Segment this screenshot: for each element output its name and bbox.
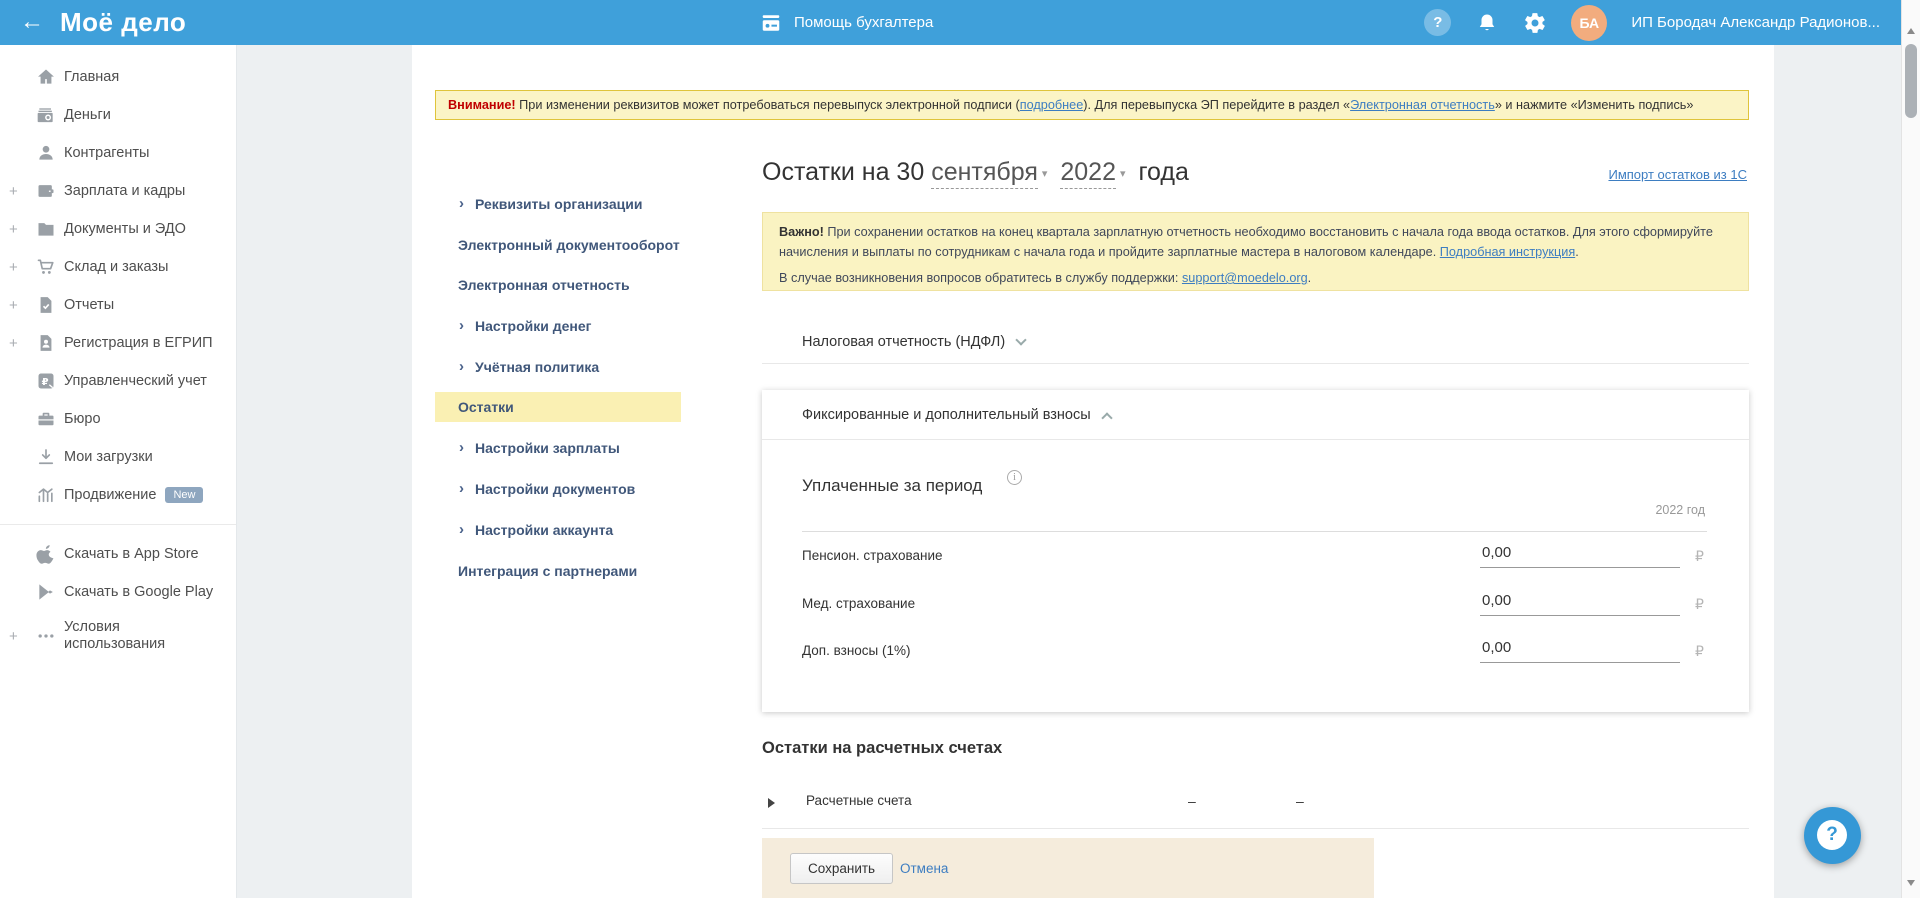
import-1c-link[interactable]: Импорт остатков из 1С: [1608, 167, 1747, 182]
sidebar-label: Главная: [64, 68, 120, 85]
expand-plus-icon[interactable]: +: [9, 296, 18, 314]
sidebar-item-bureau[interactable]: [0, 400, 236, 438]
sidebar-label: Склад и заказы: [64, 258, 169, 275]
title-suffix: года: [1138, 158, 1189, 186]
ruble-sign: ₽: [1695, 596, 1704, 612]
question-mark-icon: ?: [1817, 820, 1847, 850]
medical-insurance-input[interactable]: [1480, 588, 1680, 616]
chevron-right-icon: ›: [459, 439, 464, 456]
contributions-card: [762, 390, 1749, 712]
notice-text: В случае возникновения вопросов обратитесь в службу поддержки:: [779, 271, 1182, 285]
save-bar: [762, 838, 1374, 898]
ruble-square-icon: [36, 371, 56, 391]
expand-plus-icon[interactable]: +: [9, 258, 18, 276]
accounts-row-label[interactable]: Расчетные счета: [806, 793, 912, 808]
nav-label: Остатки: [458, 399, 514, 415]
year-select[interactable]: 2022: [1060, 158, 1116, 189]
contributions-title: Фиксированные и дополнительный взносы: [802, 407, 1091, 423]
nav-label: Настройки денег: [475, 318, 592, 334]
new-badge: New: [165, 487, 203, 503]
sidebar-item-counterparties[interactable]: [0, 134, 236, 172]
sidebar-item-promotion[interactable]: [0, 476, 236, 514]
sidebar-item-downloads[interactable]: [0, 438, 236, 476]
expand-plus-icon[interactable]: +: [9, 182, 18, 200]
sidebar-label: Зарплата и кадры: [64, 182, 186, 199]
nav-label: Настройки зарплаты: [475, 440, 620, 456]
chevron-right-icon: ›: [459, 195, 464, 212]
chevron-right-icon: ›: [459, 480, 464, 497]
settings-nav-doc-settings[interactable]: [435, 474, 681, 504]
nav-label: Интеграция с партнерами: [458, 563, 638, 579]
apple-icon: [36, 544, 56, 564]
settings-nav-requisites[interactable]: [435, 189, 681, 219]
alert-more-link[interactable]: подробнее: [1019, 98, 1084, 112]
svg-text:₽: ₽: [41, 376, 49, 388]
instruction-link[interactable]: Подробная инструкция: [1439, 245, 1576, 259]
report-icon: [36, 295, 56, 315]
paid-period-label: Уплаченные за период: [802, 476, 983, 495]
alert-bold: Внимание!: [448, 98, 516, 112]
sidebar-label: Бюро: [64, 410, 101, 427]
accounts-row: [762, 789, 1749, 819]
sidebar-label: Контрагенты: [64, 144, 150, 161]
bell-icon[interactable]: [1475, 11, 1499, 35]
sidebar-item-googleplay[interactable]: [0, 573, 236, 611]
sidebar-label: Мои загрузки: [64, 448, 153, 465]
divider: [802, 531, 1707, 532]
year-column-label: 2022 год: [1655, 503, 1705, 517]
person-icon: [36, 143, 56, 163]
app-logo[interactable]: Моё дело: [60, 7, 187, 37]
briefcase-icon: [36, 409, 56, 429]
row-label: Доп. взносы (1%): [802, 643, 911, 658]
header-actions: [1424, 0, 1880, 45]
sidebar-label: Документы и ЭДО: [64, 220, 186, 237]
floating-help-button[interactable]: [1804, 807, 1861, 864]
google-play-icon: [36, 582, 56, 602]
download-icon: [36, 447, 56, 467]
expand-plus-icon[interactable]: +: [9, 334, 18, 352]
accounts-section-title: Остатки на расчетных счетах: [762, 739, 1003, 757]
main-sidebar: [0, 45, 237, 898]
gear-icon[interactable]: [1523, 11, 1547, 35]
settings-nav-account-settings[interactable]: [435, 515, 681, 545]
chevron-down-icon[interactable]: ▾: [1041, 168, 1048, 180]
help-icon[interactable]: ?: [1424, 9, 1451, 36]
wallet-icon: [36, 181, 56, 201]
notice-text: .: [1575, 245, 1579, 259]
notice-text: При сохранении остатков на конец квартала зарплатную отчетность необходимо восстановить с начала года ввода остатков. Для этого сформируйте начисления и выплаты по сотрудникам с начала года и пройдите зарплатные мастера в налоговом календаре.: [779, 225, 1713, 259]
registration-doc-icon: [36, 333, 56, 353]
nav-label: Реквизиты организации: [475, 196, 643, 212]
sidebar-item-management[interactable]: [0, 362, 236, 400]
settings-nav-money[interactable]: [435, 311, 681, 341]
sidebar-item-egrip[interactable]: [0, 324, 236, 362]
alert-ereporting-link[interactable]: Электронная отчетность: [1350, 98, 1495, 112]
dots-icon: [36, 626, 56, 646]
sidebar-divider: [0, 524, 236, 525]
row-label: Пенсион. страхование: [802, 548, 943, 563]
expand-plus-icon[interactable]: +: [9, 627, 18, 645]
sidebar-item-warehouse[interactable]: [0, 248, 236, 286]
ruble-sign: ₽: [1695, 643, 1704, 659]
chevron-right-icon: ›: [459, 521, 464, 538]
scroll-down-arrow-icon[interactable]: [1907, 880, 1915, 886]
notice-text: .: [1307, 271, 1312, 285]
triangle-expand-icon[interactable]: [768, 798, 775, 808]
nav-label: Настройки документов: [475, 481, 636, 497]
additional-contributions-input[interactable]: [1480, 635, 1680, 663]
user-name[interactable]: ИП Бородач Александр Радионов...: [1631, 14, 1880, 31]
back-arrow-icon[interactable]: ←: [20, 8, 44, 35]
nav-label: Электронная отчетность: [458, 277, 630, 293]
chevron-right-icon: ›: [459, 358, 464, 375]
sidebar-item-terms[interactable]: [0, 611, 236, 661]
home-icon: [36, 67, 56, 87]
chevron-down-icon[interactable]: ▾: [1119, 168, 1126, 180]
money-icon: [36, 105, 56, 125]
settings-nav-policy[interactable]: [435, 352, 681, 382]
accounts-value-1: –: [1188, 793, 1196, 809]
save-button[interactable]: Сохранить: [790, 853, 893, 884]
page-title: [762, 158, 1189, 187]
cart-icon: [36, 257, 56, 277]
settings-nav-ereporting[interactable]: [435, 270, 681, 300]
contribution-row: [762, 538, 1749, 580]
sidebar-label: Регистрация в ЕГРИП: [64, 334, 213, 351]
user-avatar[interactable]: БА: [1571, 5, 1607, 41]
cash-register-icon: [760, 12, 782, 34]
sidebar-label: Управленческий учет: [64, 372, 207, 389]
sidebar-item-home[interactable]: [0, 58, 236, 96]
alert-text: » и нажмите «Изменить подпись»: [1494, 98, 1694, 112]
nav-label: Настройки аккаунта: [475, 522, 614, 538]
sidebar-label: Скачать в App Store: [64, 545, 199, 562]
title-prefix: Остатки на 30: [762, 158, 925, 186]
nav-label: Учётная политика: [475, 359, 600, 375]
notice-bold: Важно!: [779, 225, 824, 239]
nav-label: Электронный документооборот: [458, 237, 680, 253]
chevron-up-icon: [1101, 412, 1112, 423]
sidebar-label: Условия использования: [64, 619, 166, 652]
sidebar-label: Продвижение: [64, 486, 157, 503]
info-icon[interactable]: i: [1007, 470, 1022, 485]
settings-nav-edo[interactable]: [435, 230, 681, 260]
accounts-value-2: –: [1296, 793, 1304, 809]
scroll-up-arrow-icon[interactable]: [1907, 28, 1915, 34]
settings-nav-salary-settings[interactable]: [435, 433, 681, 463]
support-email-link[interactable]: support@moedelo.org: [1181, 271, 1308, 285]
sidebar-item-appstore[interactable]: [0, 535, 236, 573]
top-header: [0, 0, 1920, 45]
contributions-toggle[interactable]: [762, 390, 1749, 440]
alert-banner: [435, 90, 1749, 120]
sidebar-item-money[interactable]: [0, 96, 236, 134]
chevron-down-icon: [1015, 334, 1026, 345]
alert-text: ). Для перевыпуска ЭП перейдите в раздел «: [1083, 98, 1351, 112]
pension-insurance-input[interactable]: [1480, 540, 1680, 568]
sidebar-item-reports[interactable]: [0, 286, 236, 324]
chevron-right-icon: ›: [459, 317, 464, 334]
contribution-row: [762, 586, 1749, 628]
settings-nav-balances[interactable]: [435, 392, 681, 422]
accountant-help-link[interactable]: [760, 0, 933, 45]
ruble-sign: ₽: [1695, 548, 1704, 564]
ndfl-section-toggle[interactable]: [762, 320, 1749, 364]
accountant-help-label: Помощь бухгалтера: [794, 14, 934, 31]
folder-icon: [36, 219, 56, 239]
row-label: Мед. страхование: [802, 596, 916, 611]
month-select[interactable]: сентября: [931, 158, 1038, 189]
chart-icon: [36, 485, 56, 505]
page-scrollbar[interactable]: [1901, 0, 1920, 898]
scrollbar-thumb[interactable]: [1905, 44, 1917, 118]
expand-plus-icon[interactable]: +: [9, 220, 18, 238]
important-notice: [762, 212, 1749, 291]
settings-nav-partners[interactable]: [435, 556, 681, 586]
contribution-row: [762, 633, 1749, 675]
cancel-link[interactable]: Отмена: [900, 861, 949, 876]
ndfl-section-title: Налоговая отчетность (НДФЛ): [802, 334, 1006, 350]
divider: [762, 828, 1749, 829]
sidebar-label: Отчеты: [64, 296, 115, 313]
sidebar-label: Скачать в Google Play: [64, 583, 214, 600]
sidebar-item-salary[interactable]: [0, 172, 236, 210]
sidebar-item-documents[interactable]: [0, 210, 236, 248]
alert-text: При изменении реквизитов может потребоваться перевыпуск электронной подписи (: [515, 98, 1020, 112]
sidebar-label: Деньги: [64, 106, 111, 123]
